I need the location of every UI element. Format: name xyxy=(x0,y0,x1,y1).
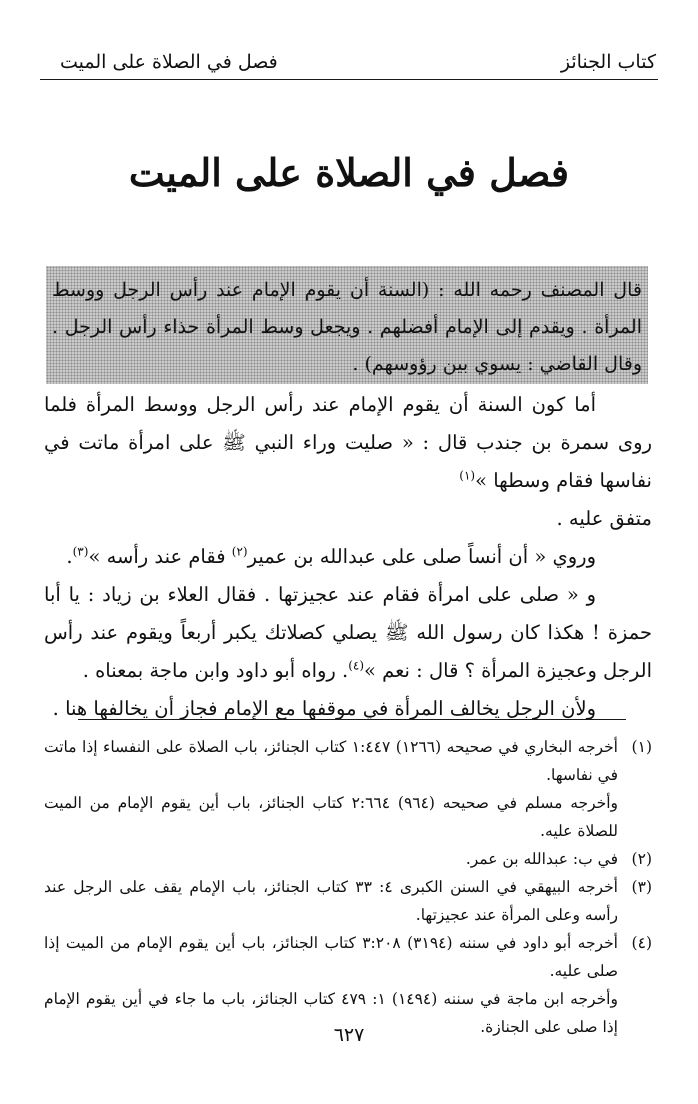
paragraph-4: ولأن الرجل يخالف المرأة في موقفها مع الإمام فجاز أن يخالفها هنا . xyxy=(52,697,596,720)
footnote-number: (٢) xyxy=(631,850,652,868)
footnote-number: (٣) xyxy=(631,878,652,896)
footnote-line: أخرجه أبو داود في سننه (٣١٩٤) ٣:٢٠٨ كتاب الجنائز، باب أين يقوم الإمام من الميت إذا صلى عليه. xyxy=(44,934,618,980)
paragraph-3-text: و « صلى على امرأة فقام عند عجيزتها . فقال العلاء بن زياد : يا أبا حمزة ! هكذا كان رسول الله ﷺ يصلي كصلاتك يكبر أربعاً ويقوم عند رأس الرجل وعجيزة المرأة ؟ قال : نعم » xyxy=(44,583,652,682)
paragraph-1-text: أما كون السنة أن يقوم الإمام عند رأس الرجل ووسط المرأة فلما روى سمرة بن جندب قال : « صليت وراء النبي ﷺ على امرأة ماتت في نفاسها فقام وسطها » xyxy=(44,393,652,492)
footnote-number: (١) xyxy=(631,738,652,756)
footnote-2 xyxy=(44,845,652,873)
running-header xyxy=(40,40,658,80)
running-header-book: كتاب الجنائز xyxy=(560,51,656,73)
footnotes xyxy=(44,733,652,1041)
footnote-number: (٤) xyxy=(631,934,652,952)
paragraph-2-end: . xyxy=(66,545,73,568)
running-header-chapter: فصل في الصلاة على الميت xyxy=(60,51,278,73)
footnote-ref-1[interactable]: (١) xyxy=(459,468,476,483)
author-quote-box xyxy=(46,266,648,384)
footnote-divider xyxy=(78,719,626,720)
paragraph-2-text-a: وروي « أن أنساً صلى على عبدالله بن عمير xyxy=(247,545,596,568)
paragraph-3 xyxy=(44,576,652,690)
footnote-line: في ب: عبدالله بن عمر. xyxy=(465,850,618,868)
chapter-title: فصل في الصلاة على الميت xyxy=(128,150,570,195)
footnote-ref-3[interactable]: (٣) xyxy=(72,544,89,559)
paragraph-3-end: . رواه أبو داود وابن ماجة بمعناه . xyxy=(82,659,349,682)
footnote-line: وأخرجه مسلم في صحيحه (٩٦٤) ٢:٦٦٤ كتاب الجنائز، باب أين يقوم الإمام من الميت للصلاة عليه. xyxy=(44,794,619,840)
page-number: ٦٢٧ xyxy=(333,1024,365,1046)
footnote-line: أخرجه البخاري في صحيحه (١٢٦٦) ١:٤٤٧ كتاب الجنائز، باب الصلاة على النفساء إذا ماتت في نفاسها. xyxy=(44,738,618,784)
footnote-line: أخرجه البيهقي في السنن الكبرى ٤: ٣٣ كتاب الجنائز، باب الإمام يقف على الرجل عند رأسه وعلى المرأة عند عجيزتها. xyxy=(44,878,618,924)
author-quote-text: قال المصنف رحمه الله : (السنة أن يقوم الإمام عند رأس الرجل ووسط المرأة . ويقدم إلى الإمام أفضلهم . ويجعل وسط المرأة حذاء رأس الرجل . وقال القاضي : يسوي بين رؤوسهم) . xyxy=(52,279,642,375)
footnote-3 xyxy=(44,873,652,929)
footnote-line: وأخرجه ابن ماجة في سننه (١٤٩٤) ١: ٤٧٩ كتاب الجنائز، باب ما جاء في أين يقوم الإمام إذا صلى على الجنازة. xyxy=(44,990,618,1036)
paragraph-1-tail: متفق عليه . xyxy=(556,507,652,530)
commentary-body xyxy=(44,386,652,728)
paragraph-2 xyxy=(44,538,652,576)
footnote-ref-2[interactable]: (٢) xyxy=(231,544,248,559)
paragraph-1 xyxy=(44,386,652,500)
footnote-ref-4[interactable]: (٤) xyxy=(348,658,365,673)
paragraph-2-text-b: فقام عند رأسه » xyxy=(88,545,226,568)
footnote-1 xyxy=(44,733,652,845)
